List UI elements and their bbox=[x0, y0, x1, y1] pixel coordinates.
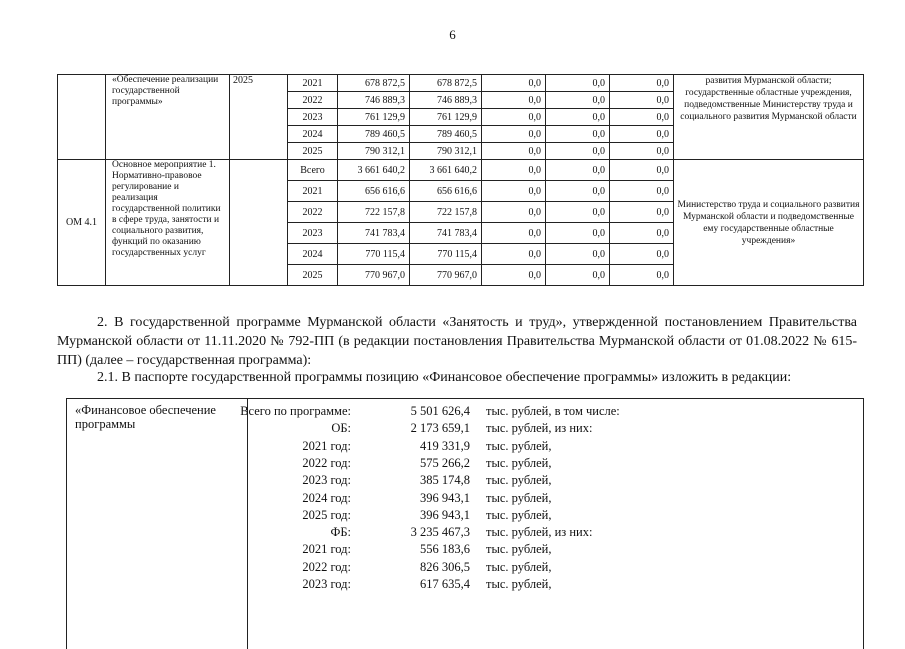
amount-cell: 770 967,0 bbox=[410, 265, 482, 286]
funding-unit: тыс. рублей, bbox=[486, 490, 552, 505]
year-span-cell bbox=[230, 160, 288, 286]
funding-unit: тыс. рублей, в том числе: bbox=[486, 404, 620, 418]
amount-cell: 741 783,4 bbox=[410, 223, 482, 244]
amount-cell: 0,0 bbox=[482, 202, 546, 223]
funding-label: 2021 год: bbox=[302, 438, 351, 453]
funding-value: 419 331,9 bbox=[420, 438, 470, 453]
amount-cell: 0,0 bbox=[610, 160, 674, 181]
table-row bbox=[58, 160, 864, 181]
amount-cell: 0,0 bbox=[546, 109, 610, 126]
amount-cell: 0,0 bbox=[610, 126, 674, 143]
funding-row bbox=[67, 524, 863, 541]
amount-cell: 0,0 bbox=[482, 126, 546, 143]
amount-cell: 0,0 bbox=[610, 223, 674, 244]
code-cell bbox=[58, 75, 106, 160]
amount-cell: 0,0 bbox=[546, 126, 610, 143]
funding-row bbox=[67, 420, 863, 437]
amount-cell: 0,0 bbox=[546, 143, 610, 160]
amount-cell: 0,0 bbox=[546, 223, 610, 244]
funding-value: 2 173 659,1 bbox=[410, 421, 470, 436]
amount-cell: 678 872,5 bbox=[338, 75, 410, 92]
amount-cell: 0,0 bbox=[610, 181, 674, 202]
amount-cell: 656 616,6 bbox=[410, 181, 482, 202]
amount-cell: 789 460,5 bbox=[410, 126, 482, 143]
table-row bbox=[58, 75, 864, 92]
year-cell: 2025 bbox=[288, 143, 338, 160]
amount-cell: 746 889,3 bbox=[338, 92, 410, 109]
funding-label: Всего по программе: bbox=[240, 404, 351, 418]
funding-unit: тыс. рублей, из них: bbox=[486, 525, 593, 540]
funding-label: ОБ: bbox=[331, 421, 351, 436]
funding-unit: тыс. рублей, bbox=[486, 507, 552, 522]
amount-cell: 0,0 bbox=[482, 223, 546, 244]
year-cell: 2021 bbox=[288, 75, 338, 92]
year-cell: 2025 bbox=[288, 265, 338, 286]
amount-cell: 0,0 bbox=[482, 109, 546, 126]
funding-value: 5 501 626,4 bbox=[410, 404, 470, 418]
funding-label: 2022 год: bbox=[302, 455, 351, 470]
amount-cell: 678 872,5 bbox=[410, 75, 482, 92]
funding-row bbox=[67, 455, 863, 472]
year-span-cell: 2025 bbox=[230, 75, 288, 160]
amount-cell: 790 312,1 bbox=[410, 143, 482, 160]
page-number: 6 bbox=[449, 27, 456, 42]
funding-label: ФБ: bbox=[330, 525, 351, 540]
executor-cell: развития Мурманской области; государственные областные учреждения, подведомственные Министерству труда и социального развития Мурманской области bbox=[674, 75, 864, 160]
passport-label: «Финансовое обеспечение программы bbox=[75, 403, 216, 431]
amount-cell: 761 129,9 bbox=[338, 109, 410, 126]
year-cell: 2024 bbox=[288, 126, 338, 143]
funding-label: 2025 год: bbox=[302, 507, 351, 522]
executor-cell: Министерство труда и социального развития Мурманской области и подведомственные ему государственные областные учреждения» bbox=[674, 160, 864, 286]
passport-financing-box bbox=[66, 398, 864, 649]
funding-unit: тыс. рублей, bbox=[486, 577, 552, 591]
amount-cell: 0,0 bbox=[546, 75, 610, 92]
paragraph-passport-amendment: 2.1. В паспорте государственной программы позицию «Финансовое обеспечение программы» изложить в редакции: bbox=[97, 370, 792, 385]
funding-row bbox=[67, 472, 863, 489]
paragraph-amendment-intro: 2. В государственной программе Мурманской области «Занятость и труд», утвержденной постановлением Правительства Мурманской области от 11.11.2020 № 792-ПП (в редакции постановления Правительства Мурманской области от 01.08.2022 № 615-ПП) (далее – государственная программа): bbox=[57, 315, 857, 368]
funding-value: 396 943,1 bbox=[420, 507, 470, 522]
funding-value: 617 635,4 bbox=[420, 577, 470, 591]
amount-cell: 746 889,3 bbox=[410, 92, 482, 109]
amount-cell: 0,0 bbox=[482, 92, 546, 109]
amount-cell: 0,0 bbox=[546, 92, 610, 109]
measure-description: Основное мероприятие 1. Нормативно-правовое регулирование и реализация государственной политики в сфере труда, занятости и социального развития, функций по оказанию государственных услуг bbox=[106, 160, 230, 286]
funding-unit: тыс. рублей, bbox=[486, 438, 552, 453]
funding-row bbox=[67, 490, 863, 507]
amount-cell: 741 783,4 bbox=[338, 223, 410, 244]
amount-cell: 0,0 bbox=[482, 244, 546, 265]
amount-cell: 722 157,8 bbox=[338, 202, 410, 223]
amount-cell: 0,0 bbox=[546, 160, 610, 181]
funding-unit: тыс. рублей, bbox=[486, 559, 552, 574]
funding-unit: тыс. рублей, из них: bbox=[486, 421, 593, 436]
funding-value: 3 235 467,3 bbox=[410, 525, 470, 540]
amount-cell: 789 460,5 bbox=[338, 126, 410, 143]
year-cell: 2023 bbox=[288, 223, 338, 244]
funding-value: 396 943,1 bbox=[420, 490, 470, 505]
funding-row bbox=[67, 403, 863, 420]
funding-unit: тыс. рублей, bbox=[486, 542, 552, 557]
amount-cell: 0,0 bbox=[610, 143, 674, 160]
year-cell: 2023 bbox=[288, 109, 338, 126]
funding-label: 2023 год: bbox=[302, 473, 351, 488]
amount-cell: 0,0 bbox=[482, 143, 546, 160]
year-cell: 2024 bbox=[288, 244, 338, 265]
amount-cell: 0,0 bbox=[482, 160, 546, 181]
year-cell: 2021 bbox=[288, 181, 338, 202]
amount-cell: 722 157,8 bbox=[410, 202, 482, 223]
financing-table bbox=[57, 74, 864, 286]
funding-label: 2021 год: bbox=[302, 542, 351, 557]
funding-label: 2023 год: bbox=[302, 577, 351, 591]
amount-cell: 0,0 bbox=[610, 92, 674, 109]
amount-cell: 0,0 bbox=[610, 75, 674, 92]
funding-value: 556 183,6 bbox=[420, 542, 470, 557]
amount-cell: 0,0 bbox=[482, 181, 546, 202]
funding-value: 575 266,2 bbox=[420, 455, 470, 470]
year-cell: 2022 bbox=[288, 92, 338, 109]
funding-unit: тыс. рублей, bbox=[486, 455, 552, 470]
funding-value: 826 306,5 bbox=[420, 559, 470, 574]
amount-cell: 0,0 bbox=[482, 75, 546, 92]
funding-label: 2024 год: bbox=[302, 490, 351, 505]
funding-label: 2022 год: bbox=[302, 559, 351, 574]
measure-description: «Обеспечение реализации государственной программы» bbox=[106, 75, 230, 160]
amount-cell: 3 661 640,2 bbox=[338, 160, 410, 181]
amount-cell: 0,0 bbox=[546, 244, 610, 265]
amount-cell: 0,0 bbox=[610, 265, 674, 286]
funding-row bbox=[67, 507, 863, 524]
funding-row bbox=[67, 438, 863, 455]
year-cell: Всего bbox=[288, 160, 338, 181]
funding-unit: тыс. рублей, bbox=[486, 473, 552, 488]
year-cell: 2022 bbox=[288, 202, 338, 223]
amount-cell: 770 115,4 bbox=[410, 244, 482, 265]
amount-cell: 656 616,6 bbox=[338, 181, 410, 202]
funding-value: 385 174,8 bbox=[420, 473, 470, 488]
amount-cell: 3 661 640,2 bbox=[410, 160, 482, 181]
amount-cell: 0,0 bbox=[610, 202, 674, 223]
funding-row bbox=[67, 541, 863, 558]
amount-cell: 0,0 bbox=[546, 265, 610, 286]
funding-row bbox=[67, 576, 863, 593]
amount-cell: 0,0 bbox=[610, 109, 674, 126]
amount-cell: 770 115,4 bbox=[338, 244, 410, 265]
funding-row bbox=[67, 559, 863, 576]
measure-code: ОМ 4.1 bbox=[58, 160, 106, 286]
amount-cell: 0,0 bbox=[482, 265, 546, 286]
amount-cell: 770 967,0 bbox=[338, 265, 410, 286]
amount-cell: 0,0 bbox=[546, 181, 610, 202]
amount-cell: 0,0 bbox=[546, 202, 610, 223]
amount-cell: 761 129,9 bbox=[410, 109, 482, 126]
amount-cell: 790 312,1 bbox=[338, 143, 410, 160]
amount-cell: 0,0 bbox=[610, 244, 674, 265]
